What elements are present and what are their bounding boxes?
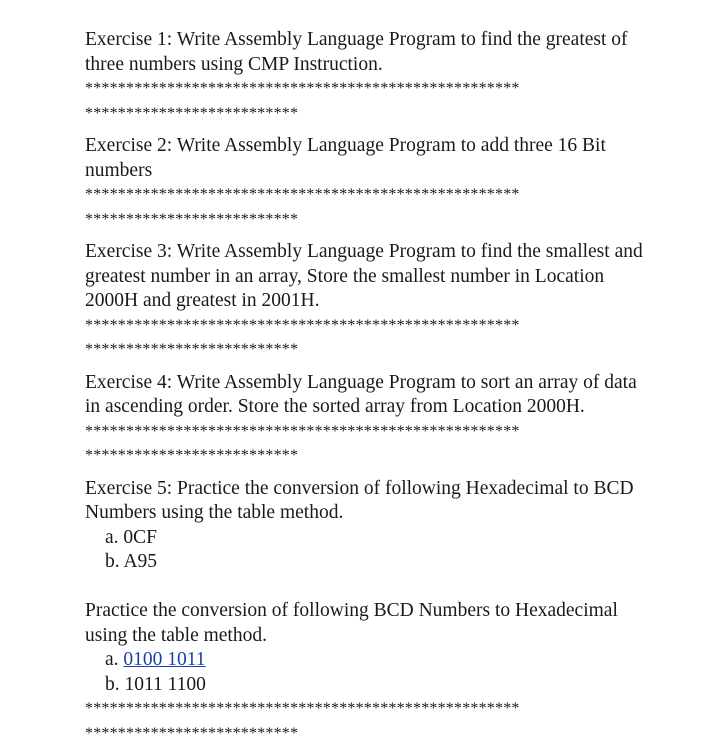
list-item <box>105 550 645 575</box>
list-item-label: a. <box>105 527 119 548</box>
exercise-2-text: Exercise 2: Write Assembly Language Program to add three 16 Bit numbers <box>85 134 645 183</box>
separator <box>85 185 645 230</box>
list-item-link[interactable]: 0100 1011 <box>123 649 205 670</box>
separator <box>85 699 645 744</box>
exercise-5-text: Exercise 5: Practice the conversion of following Hexadecimal to BCD Numbers using the table method. <box>85 477 645 526</box>
list-item-value: 0CF <box>123 527 157 548</box>
separator <box>85 79 645 124</box>
list-item-value: A95 <box>123 551 157 572</box>
separator-line-1: ***************************************************** <box>85 316 645 337</box>
document-body <box>85 28 645 744</box>
separator-line-2: ************************** <box>85 104 645 125</box>
separator <box>85 316 645 361</box>
separator <box>85 422 645 467</box>
separator-line-2: ************************** <box>85 724 645 744</box>
practice-text: Practice the conversion of following BCD Numbers to Hexadecimal using the table method. <box>85 599 645 648</box>
exercise-3-text: Exercise 3: Write Assembly Language Program to find the smallest and greatest number in an array, Store the smallest number in Location 2000H and greatest in 2001H. <box>85 240 645 314</box>
separator-line-1: ***************************************************** <box>85 422 645 443</box>
separator-line-2: ************************** <box>85 210 645 231</box>
exercise-4-text: Exercise 4: Write Assembly Language Program to sort an array of data in ascending order. Store the sorted array from Location 2000H. <box>85 371 645 420</box>
separator-line-1: ***************************************************** <box>85 699 645 720</box>
separator-line-1: ***************************************************** <box>85 185 645 206</box>
exercise-1-text: Exercise 1: Write Assembly Language Program to find the greatest of three numbers using CMP Instruction. <box>85 28 645 77</box>
exercise-5-list <box>85 526 645 575</box>
separator-line-1: ***************************************************** <box>85 79 645 100</box>
list-item <box>105 526 645 551</box>
list-item-label: b. <box>105 674 120 695</box>
list-item-label: b. <box>105 551 120 572</box>
practice-list <box>85 648 645 697</box>
separator-line-2: ************************** <box>85 446 645 467</box>
list-item <box>105 673 645 698</box>
list-item-label: a. <box>105 649 119 670</box>
list-item-value: 1011 1100 <box>125 674 206 695</box>
separator-line-2: ************************** <box>85 340 645 361</box>
list-item <box>105 648 645 673</box>
